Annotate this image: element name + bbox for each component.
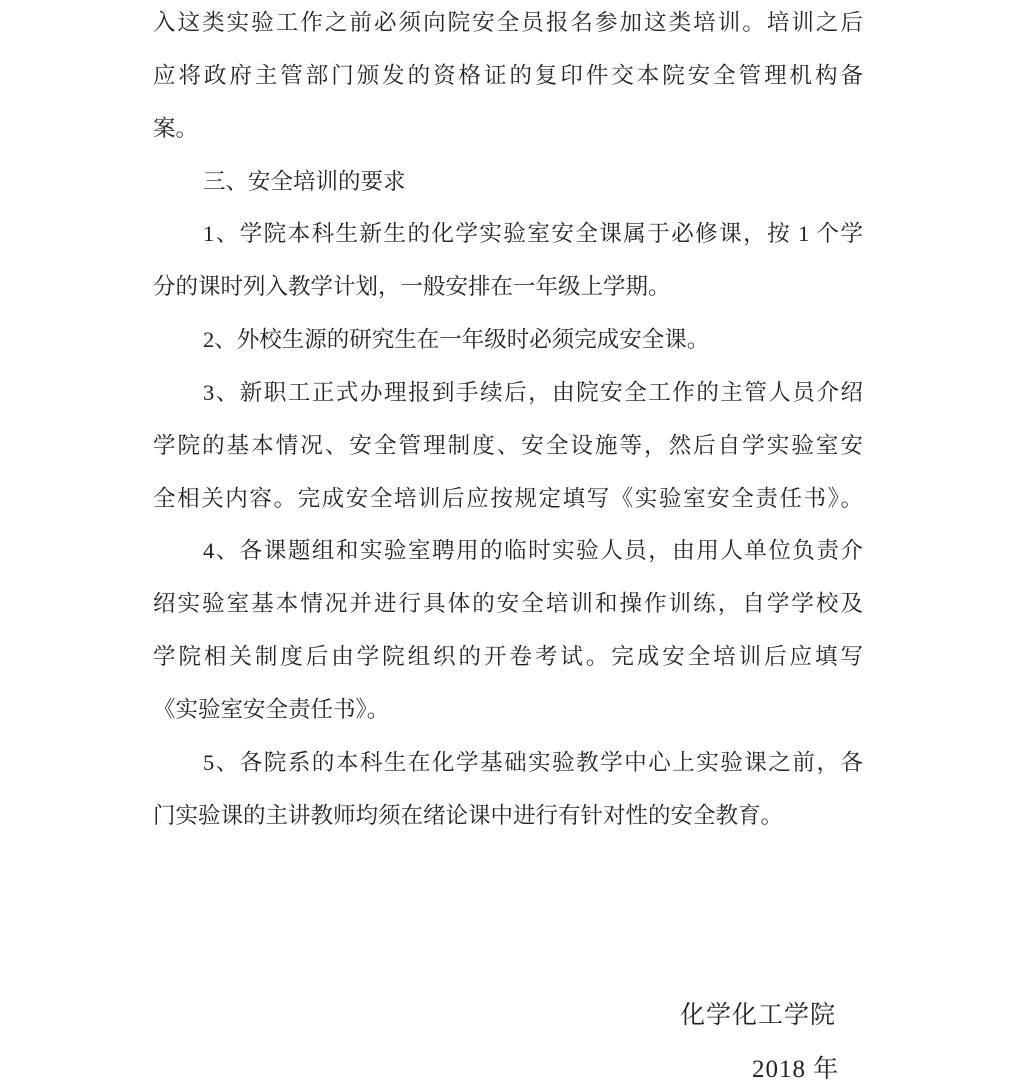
section-heading-line: 三、安全培训的要求 [203, 168, 406, 194]
document-body [153, 0, 863, 843]
body-line-10: 全相关内容。完成安全培训后应按规定填写《实验室安全责任书》。 [153, 485, 863, 511]
body-line-8: 3、新职工正式办理报到手续后，由院安全工作的主管人员介绍 [203, 379, 863, 405]
body-line-16: 门实验课的主讲教师均须在绪论课中进行有针对性的安全教育。 [153, 802, 784, 828]
body-line-15: 5、各院系的本科生在化学基础实验教学中心上实验课之前，各 [203, 749, 863, 775]
body-line-1: 入这类实验工作之前必须向院安全员报名参加这类培训。培训之后 [153, 10, 863, 35]
body-line-12: 绍实验室基本情况并进行具体的安全培训和操作训练，自学学校及 [153, 591, 863, 617]
body-line-3: 案。 [153, 115, 199, 141]
body-line-11: 4、各课题组和实验室聘用的临时实验人员，由用人单位负责介 [203, 538, 863, 564]
body-line-2: 应将政府主管部门颁发的资格证的复印件交本院安全管理机构备 [153, 62, 863, 88]
body-line-5: 1、学院本科生新生的化学实验室安全课属于必修课，按 1 个学 [203, 221, 863, 247]
signature-org: 化学化工学院 [680, 1002, 837, 1029]
body-line-6: 分的课时列入教学计划，一般安排在一年级上学期。 [153, 274, 671, 300]
signature-year: 2018 年 [752, 1056, 840, 1083]
body-line-7: 2、外校生源的研究生在一年级时必须完成安全课。 [203, 327, 710, 353]
body-line-13: 学院相关制度后由学院组织的开卷考试。完成安全培训后应填写 [153, 644, 863, 670]
body-line-9: 学院的基本情况、安全管理制度、安全设施等，然后自学实验室安 [153, 432, 863, 458]
body-line-14: 《实验室安全责任书》。 [153, 696, 390, 722]
